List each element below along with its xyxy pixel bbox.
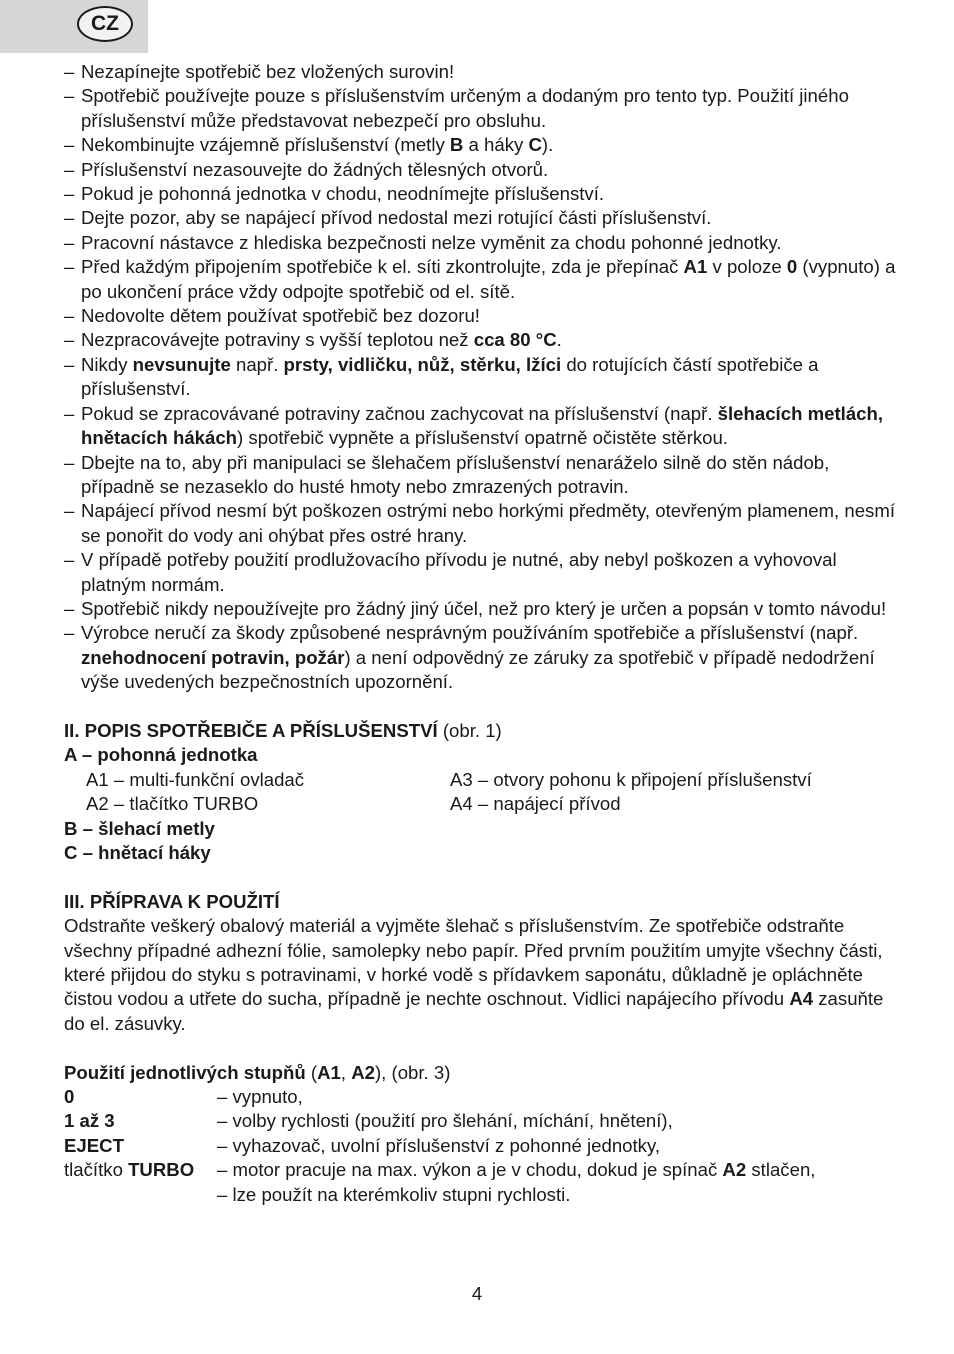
safety-item: – Pokud se zpracovávané potraviny začnou zachycovat na příslušenství (např. šlehacích metlách, hnětacích hákách) spotřebič vypněte a příslušenství opatrně očistěte stěrkou.	[64, 402, 884, 449]
safety-item: – Výrobce neručí za škody způsobené nesprávným používáním spotřebiče a příslušenství (např. znehodnocení potravin, požár) a není odpovědný ze záruky za spotřebič v případě nedodržení výše uvedených bezpečnostních upozornění.	[64, 622, 875, 693]
stage-desc-turbo-note: – lze použít na kterémkoliv stupni rychlosti.	[217, 1183, 571, 1205]
safety-item: – Nikdy nevsunujte např. prsty, vidličku, nůž, stěrku, lžíci do rotujících částí spotřebiče a příslušenství.	[64, 353, 819, 400]
stage-desc: – volby rychlosti (použití pro šlehání, míchání, hnětení),	[217, 1110, 673, 1132]
stage-desc: – vypnuto,	[217, 1086, 303, 1108]
stage-row-turbo-note	[64, 1183, 904, 1207]
stage-key: 1 až 3	[64, 1110, 115, 1132]
section-3-title: III. PŘÍPRAVA K POUŽITÍ	[64, 890, 280, 912]
language-badge: CZ	[77, 6, 133, 42]
stage-row-turbo	[64, 1158, 904, 1182]
safety-item: – V případě potřeby použití prodlužovacího přívodu je nutné, aby nebyl poškozen a vyhovoval platným normám.	[64, 549, 837, 595]
part-a2: A2 – tlačítko TURBO	[86, 793, 259, 815]
stage-row	[64, 1134, 904, 1158]
stage-row	[64, 1109, 904, 1133]
part-b-label: B – šlehací metly	[64, 817, 215, 839]
safety-item: – Nedovolte dětem používat spotřebič bez dozoru!	[64, 305, 480, 327]
safety-item: – Dejte pozor, aby se napájecí přívod nedostal mezi rotující části příslušenství.	[64, 207, 712, 229]
stage-desc: – vyhazovač, uvolní příslušenství z pohonné jednotky,	[217, 1134, 661, 1156]
safety-item: – Spotřebič nikdy nepoužívejte pro žádný jiný účel, než pro který je určen a popsán v tomto návodu!	[64, 597, 887, 619]
section-3-paragraph: Odstraňte veškerý obalový materiál a vyjměte šlehač s příslušenstvím. Ze spotřebiče odstraňte všechny případné adhezní fólie, samolepky nebo papír. Před prvním použitím umyjte všechny části, které přijdou do styku s potravinami, v horké vodě s přídavkem saponátu, důkladně je opláchněte čistou vodou a utřete do sucha, případně je nechte oschnout. Vidlici napájecího přívodu A4 zasuňte do el. zásuvky.	[64, 915, 884, 1034]
parts-row-1	[64, 768, 904, 792]
safety-item: – Před každým připojením spotřebiče k el. síti zkontrolujte, zda je přepínač A1 v poloze 0 (vypnuto) a po ukončení práce vždy odpojte spotřebič od el. sítě.	[64, 256, 896, 302]
part-a3: A3 – otvory pohonu k připojení příslušenství	[450, 768, 812, 790]
section-preparation	[64, 890, 904, 1036]
stages-table	[64, 1085, 904, 1158]
language-tab	[0, 0, 148, 53]
safety-item: – Dbejte na to, aby při manipulaci se šlehačem příslušenství nenaráželo silně do stěn nádob, případně se nezaseklo do husté hmoty nebo zmrazených potravin.	[64, 451, 830, 497]
safety-item: – Spotřebič používejte pouze s příslušenstvím určeným a dodaným pro tento typ. Použití jiného příslušenství může představovat nebezpečí pro obsluhu.	[64, 85, 849, 131]
safety-item: – Napájecí přívod nesmí být poškozen ostrými nebo horkými předměty, otevřeným plamenem, nesmí se ponořit do vody ani ohýbat přes ostré hrany.	[64, 500, 895, 546]
part-a-label: A – pohonná jednotka	[64, 744, 258, 766]
stage-key: EJECT	[64, 1134, 124, 1156]
safety-item: – Pracovní nástavce z hlediska bezpečnosti nelze vyměnit za chodu pohonné jednotky.	[64, 231, 782, 253]
section-speed-stages	[64, 1061, 904, 1207]
stage-desc-turbo: – motor pracuje na max. výkon a je v chodu, dokud je spínač A2 stlačen,	[217, 1159, 816, 1181]
safety-item: – Nezapínejte spotřebič bez vložených surovin!	[64, 61, 455, 82]
manual-content	[64, 60, 904, 1207]
section-2-title-suffix: (obr. 1)	[437, 719, 502, 741]
stage-key-turbo: tlačítko TURBO	[64, 1159, 195, 1181]
section-description	[64, 719, 904, 865]
part-a1: A1 – multi-funkční ovladač	[86, 768, 305, 790]
parts-row-2	[64, 792, 904, 816]
safety-item: – Nezpracovávejte potraviny s vyšší teplotou než cca 80 °C.	[64, 329, 562, 351]
page-number: 4	[471, 1283, 483, 1304]
safety-item: – Pokud je pohonná jednotka v chodu, neodnímejte příslušenství.	[64, 183, 605, 205]
section-2-title: II. POPIS SPOTŘEBIČE A PŘÍSLUŠENSTVÍ	[64, 719, 438, 741]
stage-key: 0	[64, 1086, 75, 1108]
section-2-heading	[64, 719, 904, 743]
part-c-label: C – hnětací háky	[64, 841, 211, 863]
stages-heading: Použití jednotlivých stupňů (A1, A2), (obr. 3)	[64, 1061, 451, 1083]
safety-item: – Nekombinujte vzájemně příslušenství (metly B a háky C).	[64, 134, 554, 156]
safety-warnings-list	[64, 60, 904, 695]
part-a4: A4 – napájecí přívod	[450, 793, 621, 815]
safety-item: – Příslušenství nezasouvejte do žádných tělesných otvorů.	[64, 158, 549, 180]
stage-row	[64, 1085, 904, 1109]
